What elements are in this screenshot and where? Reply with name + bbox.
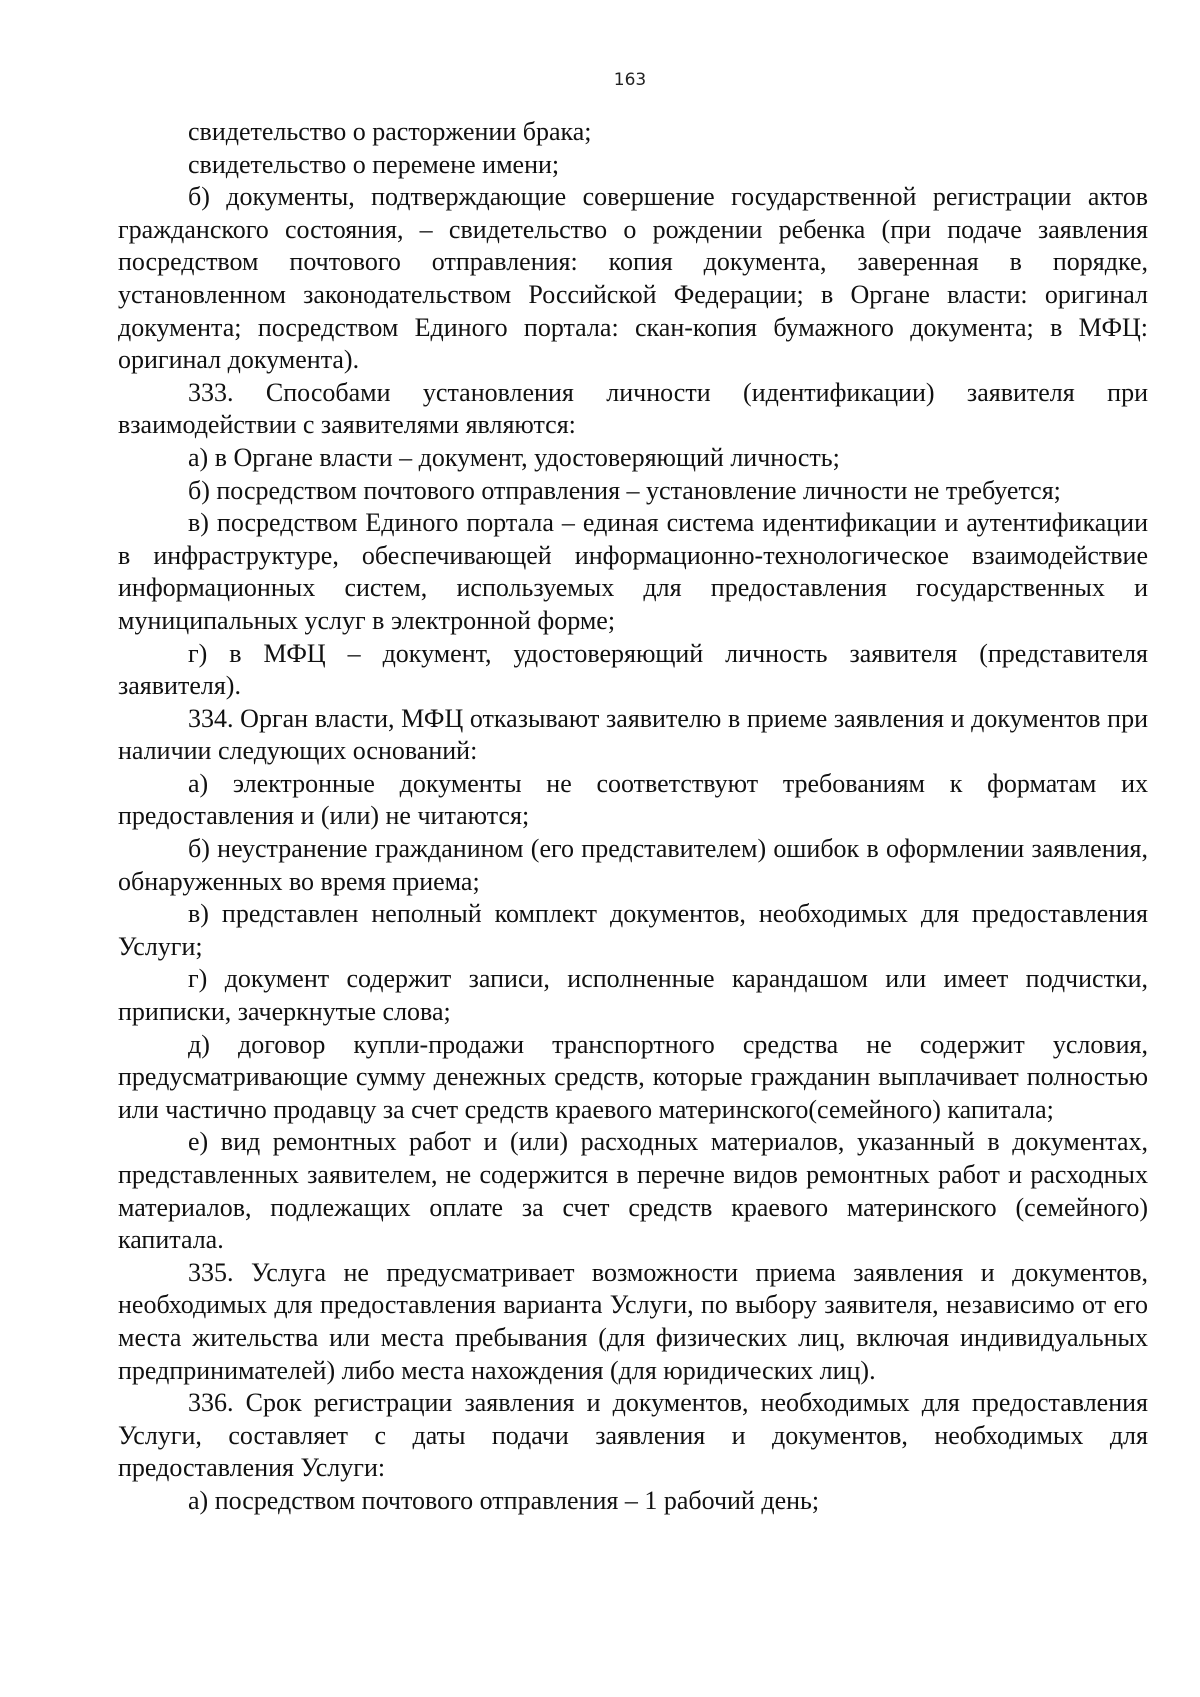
document-body xyxy=(118,116,1148,1518)
paragraph-333-b: б) посредством почтового отправления – установление личности не требуется; xyxy=(188,475,1061,505)
paragraph-333-g: г) в МФЦ – документ, удостоверяющий личность заявителя (представителя заявителя). xyxy=(118,638,1148,701)
paragraph-336: 336. Срок регистрации заявления и документов, необходимых для предоставления Услуги, составляет с даты подачи заявления и документов, необходимых для предоставления Услуги: xyxy=(118,1388,1148,1483)
paragraph-333-v: в) посредством Единого портала – единая система идентификации и аутентификации в инфраструктуре, обеспечивающей информационно-технологическое взаимодействие информационных систем, используемых для предоставления государственных и муниципальных услуг в электронной форме; xyxy=(118,508,1148,635)
paragraph-334-a: а) электронные документы не соответствуют требованиям к форматам их предоставления и (или) не читаются; xyxy=(118,768,1148,831)
paragraph-334: 334. Орган власти, МФЦ отказывают заявителю в приеме заявления и документов при наличии следующих оснований: xyxy=(118,703,1148,766)
paragraph-name-change-certificate: свидетельство о перемене имени; xyxy=(188,149,560,179)
paragraph-336-a: а) посредством почтового отправления – 1 рабочий день; xyxy=(188,1485,820,1515)
paragraph-334-d: д) договор купли-продажи транспортного средства не содержит условия, предусматривающие сумму денежных средств, которые гражданин выплачивает полностью или частично продавцу за счет средств краевого материнского(семейного) капитала; xyxy=(118,1029,1148,1124)
paragraph-333: 333. Способами установления личности (идентификации) заявителя при взаимодействии с заявителями являются: xyxy=(118,377,1148,440)
paragraph-334-v: в) представлен неполный комплект документов, необходимых для предоставления Услуги; xyxy=(118,899,1148,961)
paragraph-335: 335. Услуга не предусматривает возможности приема заявления и документов, необходимых для предоставления варианта Услуги, по выбору заявителя, независимо от его места жительства или места пребывания (для физических лиц, включая индивидуальных предпринимателей) либо места нахождения (для юридических лиц). xyxy=(118,1257,1148,1385)
paragraph-334-b: б) неустранение гражданином (его представителем) ошибок в оформлении заявления, обнаруженных во время приема; xyxy=(118,834,1148,896)
paragraph-divorce-certificate: свидетельство о расторжении брака; xyxy=(188,117,592,146)
paragraph-civil-registration-documents: б) документы, подтверждающие совершение государственной регистрации актов гражданского состояния, – свидетельство о рождении ребенка (при подаче заявления посредством почтового отправления: копия документа, заверенная в порядке, установленном законодательством Российской Федерации; в Органе власти: оригинал документа; посредством Единого портала: скан-копия бумажного документа; в МФЦ: оригинал документа). xyxy=(118,182,1148,375)
paragraph-334-g: г) документ содержит записи, исполненные карандашом или имеет подчистки, приписки, зачеркнутые слова; xyxy=(118,964,1148,1027)
paragraph-334-e: е) вид ремонтных работ и (или) расходных материалов, указанный в документах, представленных заявителем, не содержится в перечне видов ремонтных работ и расходных материалов, подлежащих оплате за счет средств краевого материнского (семейного) капитала. xyxy=(118,1127,1148,1255)
page-number: 163 xyxy=(613,70,647,90)
paragraph-333-a: а) в Органе власти – документ, удостоверяющий личность; xyxy=(188,442,840,472)
